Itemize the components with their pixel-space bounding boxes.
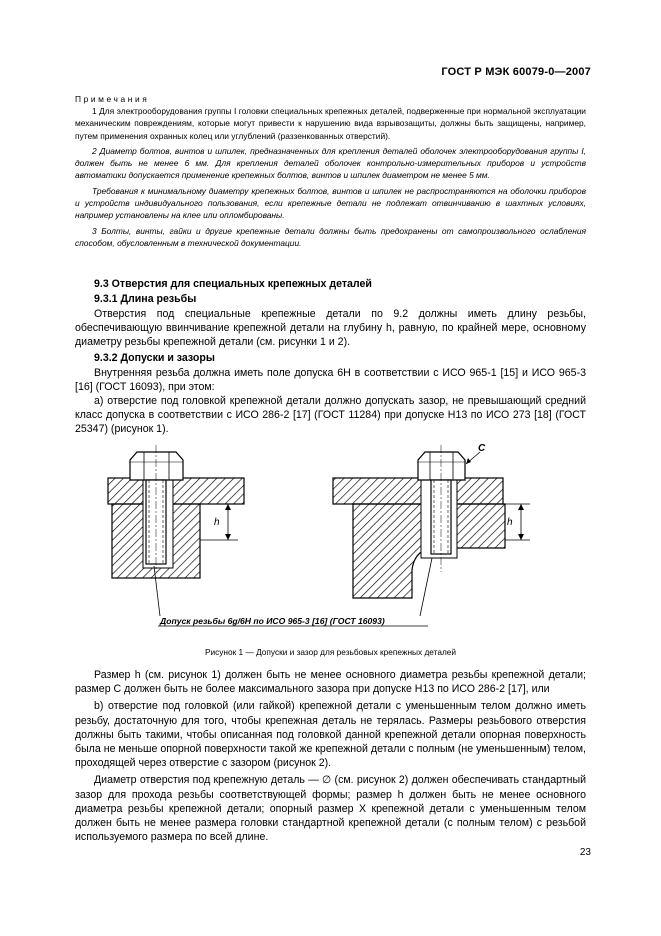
right-fastener-assembly bbox=[333, 443, 530, 598]
note-1: 1 Для электрооборудования группы I головки специальных крепежных деталей, подверженные при нормальной эксплуатации механическим повреждениям, которые могут привести к нарушению вида взрывозащиты, должны быть защищены, например, путем применения охранных колец или углублений (раззенкованных отверстий). bbox=[75, 106, 586, 141]
page-number: 23 bbox=[579, 847, 591, 858]
note-2-continued: Требования к минимальному диаметру крепежных болтов, винтов и шпилек не распространяются на оболочки приборов и устройств индивидуального пользования, если крепежные детали не подлежат отвинчиванию в шахтных условиях, например установлены на клее или опломбированы. bbox=[75, 185, 586, 221]
callout-leader-right bbox=[420, 558, 432, 616]
notes-block bbox=[75, 94, 586, 252]
section-9-3 bbox=[75, 278, 586, 437]
subsection-9-3-2-title: 9.3.2 Допуски и зазоры bbox=[94, 351, 215, 364]
para-hole-diameter: Диаметр отверстия под крепежную деталь — ∅ (см. рисунок 2) должен обеспечивать стандартный зазор для прохода резьбы соответствующей формы; размер h должен быть не менее основного диаметра резьбы крепежной детали; опорный размер X крепежной детали с уменьшенным телом должен быть не менее размера головки стандартной крепежной детали (с полным телом) с резьбой используемого размера по всей длине. bbox=[75, 774, 586, 844]
clearance-label-c: C bbox=[478, 443, 486, 454]
para-item-b: b) отверстие под головкой (или гайкой) крепежной детали с уменьшенным телом должно иметь резьбу, достаточную для того, чтобы крепежная деталь не терялась. Размеры резьбового отверстия должны быть такими, чтобы описанная под головкой данной крепежной детали опорная поверхность была не меньше опорной поверхности такой же крепежной детали с полным (не уменьшенным) телом, проходящей через отверстие с зазором (рисунок 2). bbox=[75, 700, 586, 770]
right-bolt-head bbox=[418, 452, 465, 480]
note-3: 3 Болты, винты, гайки и другие крепежные детали должны быть предохранены от самопроизвольного ослабления способом, обусловленным в технической документации. bbox=[75, 225, 586, 248]
para-size-h-c: Размер h (см. рисунок 1) должен быть не менее основного диаметра резьбы крепежной детали; размер C должен быть не более максимального зазора при допуске Н13 по ИСО 286-2 [17], или bbox=[75, 669, 586, 696]
right-dimension-h: h bbox=[507, 517, 513, 528]
body-after-figure bbox=[75, 668, 586, 844]
subsection-9-3-2-item-a: а) отверстие под головкой крепежной детали должно допускать зазор, не превышающий средний класс допуска в соответствии с ИСО 286-2 [17] (ГОСТ 11284) при допуске Н13 по ИСО 273 [18] (ГОСТ 25347) (рисунок 1). bbox=[75, 395, 586, 436]
subsection-9-3-1-title: 9.3.1 Длина резьбы bbox=[94, 293, 197, 305]
left-dimension-h: h bbox=[214, 517, 220, 528]
left-bolt-head bbox=[130, 452, 183, 480]
left-fastener-assembly bbox=[108, 445, 244, 578]
document-header: ГОСТ Р МЭК 60079-0—2007 bbox=[441, 66, 591, 78]
notes-heading: Примечания bbox=[75, 94, 150, 104]
subsection-9-3-1-text: Отверстия под специальные крепежные детали по 9.2 должны иметь длину резьбы, обеспечивающую ввинчивание крепежной детали на глубину h, равную, по крайней мере, основному диаметру резьбы крепежной детали (см. рисунки 1 и 2). bbox=[75, 308, 586, 349]
figure-caption: Рисунок 1 — Допуски и зазор для резьбовых крепежных деталей bbox=[204, 647, 457, 657]
thread-tolerance-callout: Допуск резьбы 6g/6Н по ИСО 965-3 [16] (ГОСТ 16093) bbox=[160, 616, 385, 626]
subsection-9-3-2-para: Внутренняя резьба должна иметь поле допуска 6Н в соответствии с ИСО 965-1 [15] и ИСО 965-3 [16] (ГОСТ 16093), при этом: bbox=[75, 366, 586, 393]
right-cover-plate bbox=[333, 478, 503, 504]
note-2: 2 Диаметр болтов, винтов и шпилек, предназначенных для крепления деталей оболочек электрооборудования группы I, должен быть не менее 6 мм. Для крепления деталей оболочек контрольно-измерительных приборов и устройств автоматики допускается применение крепежных болтов, винтов и шпилек диаметром не менее 5 мм. bbox=[75, 145, 586, 181]
left-cover-plate bbox=[108, 478, 244, 504]
section-title: 9.3 Отверстия для специальных крепежных деталей bbox=[94, 278, 372, 290]
figure-1-drawing bbox=[0, 440, 661, 640]
